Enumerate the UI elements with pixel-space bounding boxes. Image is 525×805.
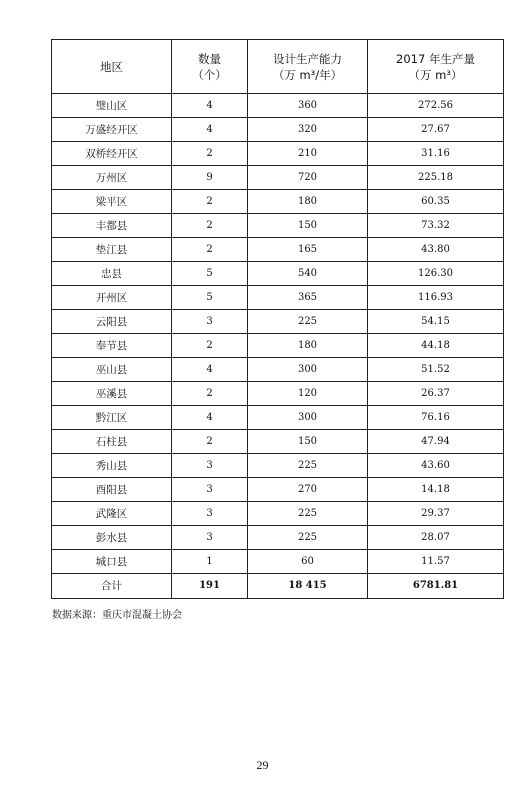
cell-region: 武隆区 xyxy=(52,502,172,526)
table-row xyxy=(52,142,504,166)
cell-output: 11.57 xyxy=(368,550,504,574)
cell-output: 126.30 xyxy=(368,262,504,286)
table-row xyxy=(52,334,504,358)
table-total-row xyxy=(52,574,504,599)
cell-capacity: 120 xyxy=(248,382,368,406)
cell-capacity: 300 xyxy=(248,406,368,430)
cell-output: 73.32 xyxy=(368,214,504,238)
cell-output: 51.52 xyxy=(368,358,504,382)
table-row xyxy=(52,430,504,454)
cell-region: 万盛经开区 xyxy=(52,118,172,142)
cell-output: 27.67 xyxy=(368,118,504,142)
cell-count: 3 xyxy=(172,310,248,334)
page-number: 29 xyxy=(256,758,269,772)
cell-count: 2 xyxy=(172,382,248,406)
cell-capacity: 225 xyxy=(248,310,368,334)
header-region: 地区 xyxy=(52,40,172,94)
cell-region: 巫溪县 xyxy=(52,382,172,406)
table-row xyxy=(52,502,504,526)
table-row xyxy=(52,166,504,190)
cell-capacity: 365 xyxy=(248,286,368,310)
cell-capacity: 270 xyxy=(248,478,368,502)
table-row xyxy=(52,118,504,142)
table-row xyxy=(52,406,504,430)
cell-capacity: 720 xyxy=(248,166,368,190)
header-output: 2017 年生产量 （万 m³） xyxy=(368,40,504,94)
cell-output: 54.15 xyxy=(368,310,504,334)
table-row xyxy=(52,214,504,238)
cell-count: 5 xyxy=(172,262,248,286)
cell-output: 6781.81 xyxy=(368,574,504,599)
cell-count: 2 xyxy=(172,190,248,214)
cell-count: 4 xyxy=(172,406,248,430)
table-row xyxy=(52,94,504,118)
cell-output: 28.07 xyxy=(368,526,504,550)
cell-count: 3 xyxy=(172,478,248,502)
cell-output: 116.93 xyxy=(368,286,504,310)
cell-count: 5 xyxy=(172,286,248,310)
cell-capacity: 225 xyxy=(248,502,368,526)
cell-region: 秀山县 xyxy=(52,454,172,478)
cell-capacity: 165 xyxy=(248,238,368,262)
cell-output: 14.18 xyxy=(368,478,504,502)
cell-count: 191 xyxy=(172,574,248,599)
cell-capacity: 180 xyxy=(248,334,368,358)
cell-region: 开州区 xyxy=(52,286,172,310)
cell-count: 3 xyxy=(172,502,248,526)
table-row xyxy=(52,478,504,502)
cell-count: 2 xyxy=(172,142,248,166)
cell-region: 垫江县 xyxy=(52,238,172,262)
cell-output: 76.16 xyxy=(368,406,504,430)
cell-region: 合计 xyxy=(52,574,172,599)
cell-region: 万州区 xyxy=(52,166,172,190)
cell-output: 43.60 xyxy=(368,454,504,478)
cell-capacity: 150 xyxy=(248,430,368,454)
table-row xyxy=(52,382,504,406)
cell-capacity: 300 xyxy=(248,358,368,382)
table-body xyxy=(52,94,504,599)
cell-region: 丰都县 xyxy=(52,214,172,238)
cell-region: 梁平区 xyxy=(52,190,172,214)
cell-count: 2 xyxy=(172,238,248,262)
cell-count: 1 xyxy=(172,550,248,574)
cell-region: 璧山区 xyxy=(52,94,172,118)
cell-capacity: 360 xyxy=(248,94,368,118)
table-row xyxy=(52,238,504,262)
cell-region: 忠县 xyxy=(52,262,172,286)
table-row xyxy=(52,454,504,478)
cell-count: 3 xyxy=(172,526,248,550)
table-row xyxy=(52,286,504,310)
cell-capacity: 320 xyxy=(248,118,368,142)
cell-output: 31.16 xyxy=(368,142,504,166)
cell-capacity: 150 xyxy=(248,214,368,238)
cell-region: 酉阳县 xyxy=(52,478,172,502)
concrete-capacity-table xyxy=(51,39,504,599)
table-header-row xyxy=(52,40,504,94)
cell-output: 43.80 xyxy=(368,238,504,262)
cell-capacity: 225 xyxy=(248,526,368,550)
cell-region: 石柱县 xyxy=(52,430,172,454)
cell-region: 城口县 xyxy=(52,550,172,574)
table-row xyxy=(52,310,504,334)
cell-output: 29.37 xyxy=(368,502,504,526)
cell-capacity: 225 xyxy=(248,454,368,478)
header-count: 数量 （个） xyxy=(172,40,248,94)
cell-capacity: 210 xyxy=(248,142,368,166)
header-capacity: 设计生产能力 （万 m³/年） xyxy=(248,40,368,94)
table-row xyxy=(52,358,504,382)
cell-count: 3 xyxy=(172,454,248,478)
cell-count: 4 xyxy=(172,118,248,142)
table-row xyxy=(52,526,504,550)
cell-region: 巫山县 xyxy=(52,358,172,382)
cell-count: 9 xyxy=(172,166,248,190)
cell-count: 2 xyxy=(172,334,248,358)
cell-output: 47.94 xyxy=(368,430,504,454)
table-row xyxy=(52,190,504,214)
cell-capacity: 60 xyxy=(248,550,368,574)
cell-capacity: 18 415 xyxy=(248,574,368,599)
cell-region: 黔江区 xyxy=(52,406,172,430)
cell-output: 225.18 xyxy=(368,166,504,190)
source-note: 数据来源：重庆市混凝土协会 xyxy=(52,610,182,621)
cell-region: 奉节县 xyxy=(52,334,172,358)
cell-count: 2 xyxy=(172,430,248,454)
cell-capacity: 540 xyxy=(248,262,368,286)
cell-region: 双桥经开区 xyxy=(52,142,172,166)
cell-output: 60.35 xyxy=(368,190,504,214)
cell-count: 2 xyxy=(172,214,248,238)
cell-region: 云阳县 xyxy=(52,310,172,334)
cell-output: 272.56 xyxy=(368,94,504,118)
cell-count: 4 xyxy=(172,94,248,118)
cell-output: 44.18 xyxy=(368,334,504,358)
table-row xyxy=(52,550,504,574)
cell-region: 彭水县 xyxy=(52,526,172,550)
cell-count: 4 xyxy=(172,358,248,382)
cell-capacity: 180 xyxy=(248,190,368,214)
cell-output: 26.37 xyxy=(368,382,504,406)
table-row xyxy=(52,262,504,286)
